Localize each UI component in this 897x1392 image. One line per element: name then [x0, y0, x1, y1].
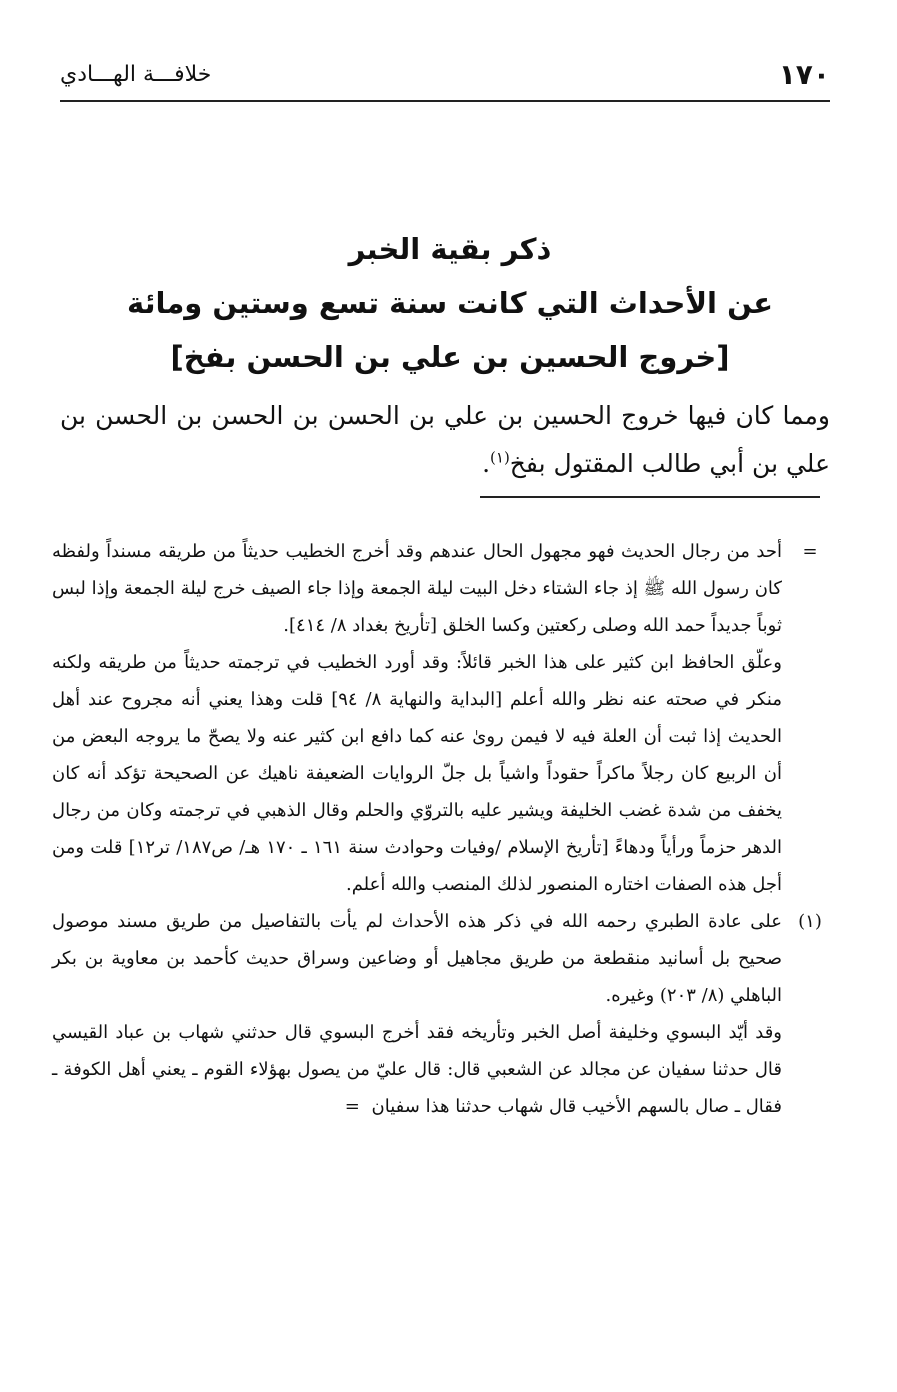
- end-continuation-marker: =: [344, 1096, 360, 1117]
- main-text-body: ومما كان فيها خروج الحسين بن علي بن الحسن بن الحسن بن الحسن بن علي بن أبي طالب المقتول بفخ: [60, 401, 830, 478]
- section-title-line-1: ذكر بقية الخبر: [348, 232, 552, 266]
- continuation-marker: =: [802, 541, 818, 562]
- footnote-1: [52, 903, 838, 1125]
- footnote-continued-text: أحد من رجال الحديث فهو مجهول الحال عندهم وقد أخرج الخطيب حديثاً من طريقه مسنداً ولفظه كان رسول الله ﷺ إذ جاء الشتاء دخل البيت ليلة الجمعة وإذا جاء الصيف خرج ليلة الجمعة وإذا لبس ثوباً جديداً حمد الله وصلى ركعتين وكسا الخلق [تأريخ بغداد ٨/ ٤١٤].: [51, 541, 782, 636]
- footnote-1-marker: (١): [798, 911, 822, 932]
- section-titles: [80, 222, 820, 384]
- footnote-1-text: على عادة الطبري رحمه الله في ذكر هذه الأحداث لم يأت بالتفاصيل من طريق مسند موصول صحيح بل أسانيد منقطعة من طريق مجاهيل أو وضاعين وسراق حديث كأحمد بن معاوية بن بكر الباهلي (٨/ ٢٠٣) وغيره.: [52, 911, 782, 1006]
- section-title-line-2: عن الأحداث التي كانت سنة تسع وستين ومائة: [126, 286, 773, 320]
- footnote-separator: [480, 496, 820, 498]
- page-number: ١٧٠: [778, 58, 830, 91]
- header-rule: [60, 100, 830, 102]
- footnote-paragraph-4-text: وقد أيّد البسوي وخليفة أصل الخبر وتأريخه فقد أخرج البسوي قال حدثني شهاب بن عباد القيسي قال حدثنا سفيان عن مجالد عن الشعبي قال: قال عليّ من يصول بهؤلاء القوم ـ يعني أهل الكوفة ـ فقال ـ صال بالسهم الأخيب قال شهاب حدثنا هذا سفيان: [52, 1022, 782, 1117]
- page-header: [60, 58, 830, 98]
- footnote-reference: (١): [490, 448, 510, 467]
- running-title: خلافـــة الهـــادي: [60, 62, 212, 87]
- section-title-line-3: [خروج الحسين بن علي بن الحسن بفخ]: [170, 340, 730, 374]
- footnote-paragraph-2: وعلّق الحافظ ابن كثير على هذا الخبر قائلاً: وقد أورد الخطيب في ترجمته حديثاً من طريقه ولكنه منكر في صحته عنه نظر والله أعلم [البداية والنهاية ٨/ ٩٤] قلت وهذا يعني أنه مجروح عند أهل الحديث إذا ثبت أن العلة فيه لا فيمن روىٰ عنه كما دافع ابن كثير عنه ولا يصحّ ما يروجه البعض من أن الربيع كان رجلاً ماكراً حقوداً واشياً بل جلّ الروايات الضعيفة ناهيك عن الصحيحة تؤكد أنه كان يخفف من شدة غضب الخليفة ويشير عليه بالتروّي والحلم وقال الذهبي في ترجمته وكان من رجال الدهر حزماً ورأياً ودهاءً [تأريخ الإسلام /وفيات وحوادث سنة ١٦١ ـ ١٧٠ هـ/ ص١٨٧/ تر١٢] قلت ومن أجل هذه الصفات اختاره المنصور لذلك المنصب والله أعلم.: [52, 652, 782, 895]
- main-text-end-punct: .: [482, 449, 491, 478]
- main-text-paragraph: [60, 392, 830, 488]
- footnotes-section: [52, 533, 838, 1125]
- footnote-paragraph-4: [52, 1014, 782, 1125]
- footnote-continued: [52, 533, 838, 903]
